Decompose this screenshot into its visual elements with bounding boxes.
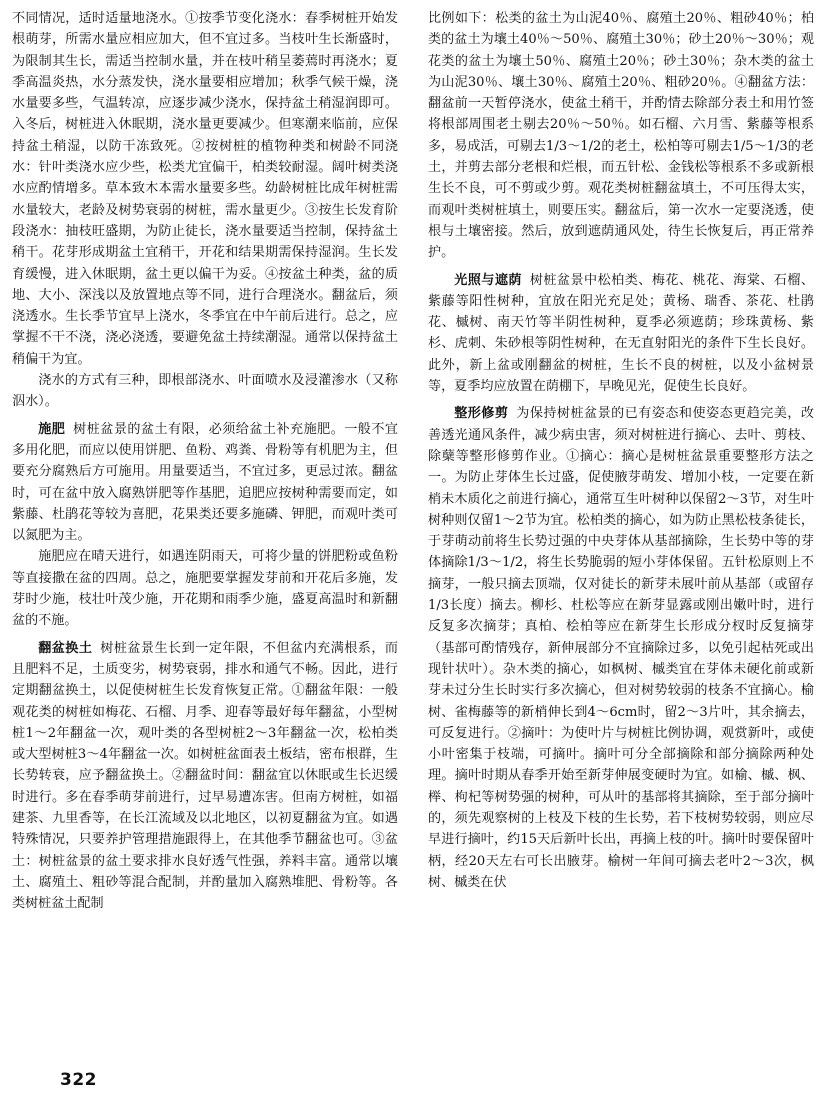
paragraph-soil-ratios: 比例如下：松类的盆土为山泥40％、腐殖土20％、粗砂40％；柏类的盆土为壤土40％～50％、腐殖土30％；砂土20％～30％；观花类的盆土为壤土50％、腐殖土20％；砂土30％；杂木类的盆土为山泥30％、壤土30％、腐殖土20％、粗砂20％。④翻盆方法：翻盆前一天暂停浇水，使盆土稍干，并酌情去除部分表土和用竹签将根部周围老土剔去20％～50％。如石榴、六月雪、紫藤等根系多，易成活，可剔去1/3～1/2的老土，松柏等可剔去1/5～1/3的老土，并剪去部分老根和烂根，而五针松、金钱松等根系不多或新根生长不良，可不剪或少剪。观花类树桩翻盆填土，不可压得太实，而观叶类树桩填土，则要压实。翻盆后，第一次水一定要浇透，使根与土壤密接。然后，放到遮荫通风处，待生长恢复后，再正常养护。 [428, 11, 814, 261]
section-heading: 整形修剪 [454, 406, 509, 422]
section-pruning: 整形修剪 为保持树桩盆景的已有姿态和使姿态更趋完美，改善透光通风条件，减少病虫害，须对树桩进行摘心、去叶、剪枝、除蘖等整形修剪作业。①摘心：摘心是树桩盆景重要整形方法之一。为防止芽体生长过盛，促使腋芽萌发、增加小枝，一定要在新梢未木质化之前进行摘心，通常互生叶树种以保留2～3节，对生叶树种则仅留1～2节为宜。松柏类的摘心，如为防止黑松枝条徒长，于芽萌动前将生长势过强的中央芽体从基部摘除，生长势中等的芽体摘除1/3～1/2，将生长势脆弱的短小芽体保留。五针松原则上不摘芽，一般只摘去顶端，仅对徒长的新芽未展叶前从基部（或留存1/3长度）摘去。柳杉、杜松等应在新芽显露或刚出嫩叶时，进行反复多次摘芽；真柏、桧柏等应在新芽生长形成分杈时反复摘芽（基部可酌情残存，新伸展部分不宜摘除过多，以免引起枯死或出现针状叶）。杂木类的摘心，如枫树、槭类宜在芽体未硬化前或新芽未过分生长时实行多次摘心，但对树势较弱的枝条不宜摘心。榆树、雀梅藤等的新梢伸长到4～6cm时，留2～3片叶，其余摘去，可反复进行。②摘叶：为使叶片与树桩比例协调，观赏新叶，或使小叶密集于枝端，可摘叶。摘叶可分全部摘除和部分摘除两种处理。摘叶时期从春季开始至新芽伸展变硬时为宜。如榆、槭、枫、榉、枸杞等树势强的树种，可从叶的基部将其摘除，至于部分摘叶的，须先观察树的上枝及下枝的生长势，若下枝树势较弱，则应尽早进行摘叶，约15天后新叶长出，再摘上枝的叶。摘叶时要保留叶柄，经20天左右可长出腋芽。榆树一年间可摘去老叶2～3次，枫树、槭类在伏 [428, 406, 814, 890]
section-heading: 施肥 [38, 421, 66, 437]
section-light-shade: 光照与遮荫 树桩盆景中松柏类、梅花、桃花、海棠、石榴、紫藤等阳性树种，宜放在阳光充足处；黄杨、瑞香、茶花、杜鹃花、槭树、南天竹等半阴性树种，夏季必须遮荫；珍珠黄杨、紫杉、虎刺、朱砂根等阴性树种，在无直射阳光的条件下生长良好。此外，新上盆或刚翻盆的树桩，生长不良的树桩，以及小盆树景等，夏季均应放置在荫棚下，早晚见光，促使生长良好。 [428, 272, 814, 395]
page-number: 322 [60, 1070, 97, 1090]
right-column [428, 8, 814, 1060]
section-heading: 光照与遮荫 [454, 272, 522, 288]
section-fertilizing: 施肥 树桩盆景的盆土有限，必须给盆土补充施肥。一般不宜多用化肥，而应以使用饼肥、鱼粉、鸡粪、骨粉等有机肥为主，但要充分腐熟后方可施用。用量要适当，不宜过多，更忌过浓。翻盆时，可在盆中放入腐熟饼肥等作基肥，追肥应按树种需要而定，如紫藤、杜鹃花等较为喜肥，花果类还要多施磷、钾肥，而观叶类可以氮肥为主。 [12, 421, 398, 544]
section-repotting: 翻盆换土 树桩盆景生长到一定年限，不但盆内充满根系，而且肥料不足，土质变劣，树势衰弱，排水和通气不畅。因此，进行定期翻盆换土，以促使树桩生长发育恢复正常。①翻盆年限：一般观花类的树桩如梅花、石榴、月季、迎春等最好每年翻盆，小型树桩1～2年翻盆一次，观叶类的各型树桩2～3年翻盆一次，松柏类或大型树桩3～4年翻盆一次。如树桩盆面表土板结，密布根群，生长势转衰，应予翻盆换土。②翻盆时间：翻盆宜以休眠或生长迟缓时进行。多在春季萌芽前进行，过早易遭冻害。但南方树桩，如福建茶、九里香等，在长江流域及以北地区，以初夏翻盆为宜。如遇特殊情况，只要养护管理措施跟得上，在其他季节翻盆也可。③盆土：树桩盆景的盆土要求排水良好透气性强，养料丰富。通常以壤土、腐殖土、粗砂等混合配制，并酌量加入腐熟堆肥、骨粉等。各类树桩盆土配制 [12, 640, 398, 912]
section-heading: 翻盆换土 [38, 640, 93, 656]
paragraph-watering-types: 浇水的方式有三种，即根部浇水、叶面喷水及浸灌渗水（又称泅水）。 [12, 373, 398, 410]
left-column [12, 8, 398, 1060]
paragraph-fertilizing-timing: 施肥应在晴天进行，如遇连阴雨天，可将少量的饼肥粉或鱼粉等直接撒在盆的四周。总之，施肥要掌握发芽前和开花后多施，发芽时少施，枝壮叶茂少施，开花期和雨季少施，盛夏高温时和新翻盆的不施。 [12, 549, 398, 629]
paragraph-watering-methods: 不同情况，适时适量地浇水。①按季节变化浇水：春季树桩开始发根萌芽，所需水量应相应加大，但不宜过多。当枝叶生长渐盛时，为限制其生长，需适当控制水量，并在枝叶稍呈萎蔫时再浇水；夏季高温炎热，水分蒸发快，浇水量要相应增加；秋季气候干燥，浇水量要多些，气温转凉，应逐步减少浇水，保持盆土稍湿润即可。入冬后，树桩进入休眠期，浇水量更要减少。但寒潮来临前，应保持盆土稍湿，以防干冻致死。②按树桩的植物种类和树龄不同浇水：针叶类浇水应少些，松类尤宜偏干，柏类较耐湿。阔叶树类浇水应酌情增多。草本致木本需水量要多些。幼龄树桩比成年树桩需水量较大，老龄及树势衰弱的树桩，需水量更少。③按生长发育阶段浇水：抽枝旺盛期，为防止徒长，浇水量要适当控制，保持盆土稍干。花芽形成期盆土宜稍干，开花和结果期需保持湿润。生长发育缓慢，进入休眠期，盆土更以偏干为妥。④按盆土种类，盆的质地、大小、深浅以及放置地点等不同，进行合理浇水。翻盆后，须浇透水。生长季节宜早上浇水，冬季宜在中午前后进行。总之，应掌握不干不浇，浇必浇透，要避免盆土持续潮湿。通常以保持盆土稍偏干为宜。 [12, 11, 398, 367]
